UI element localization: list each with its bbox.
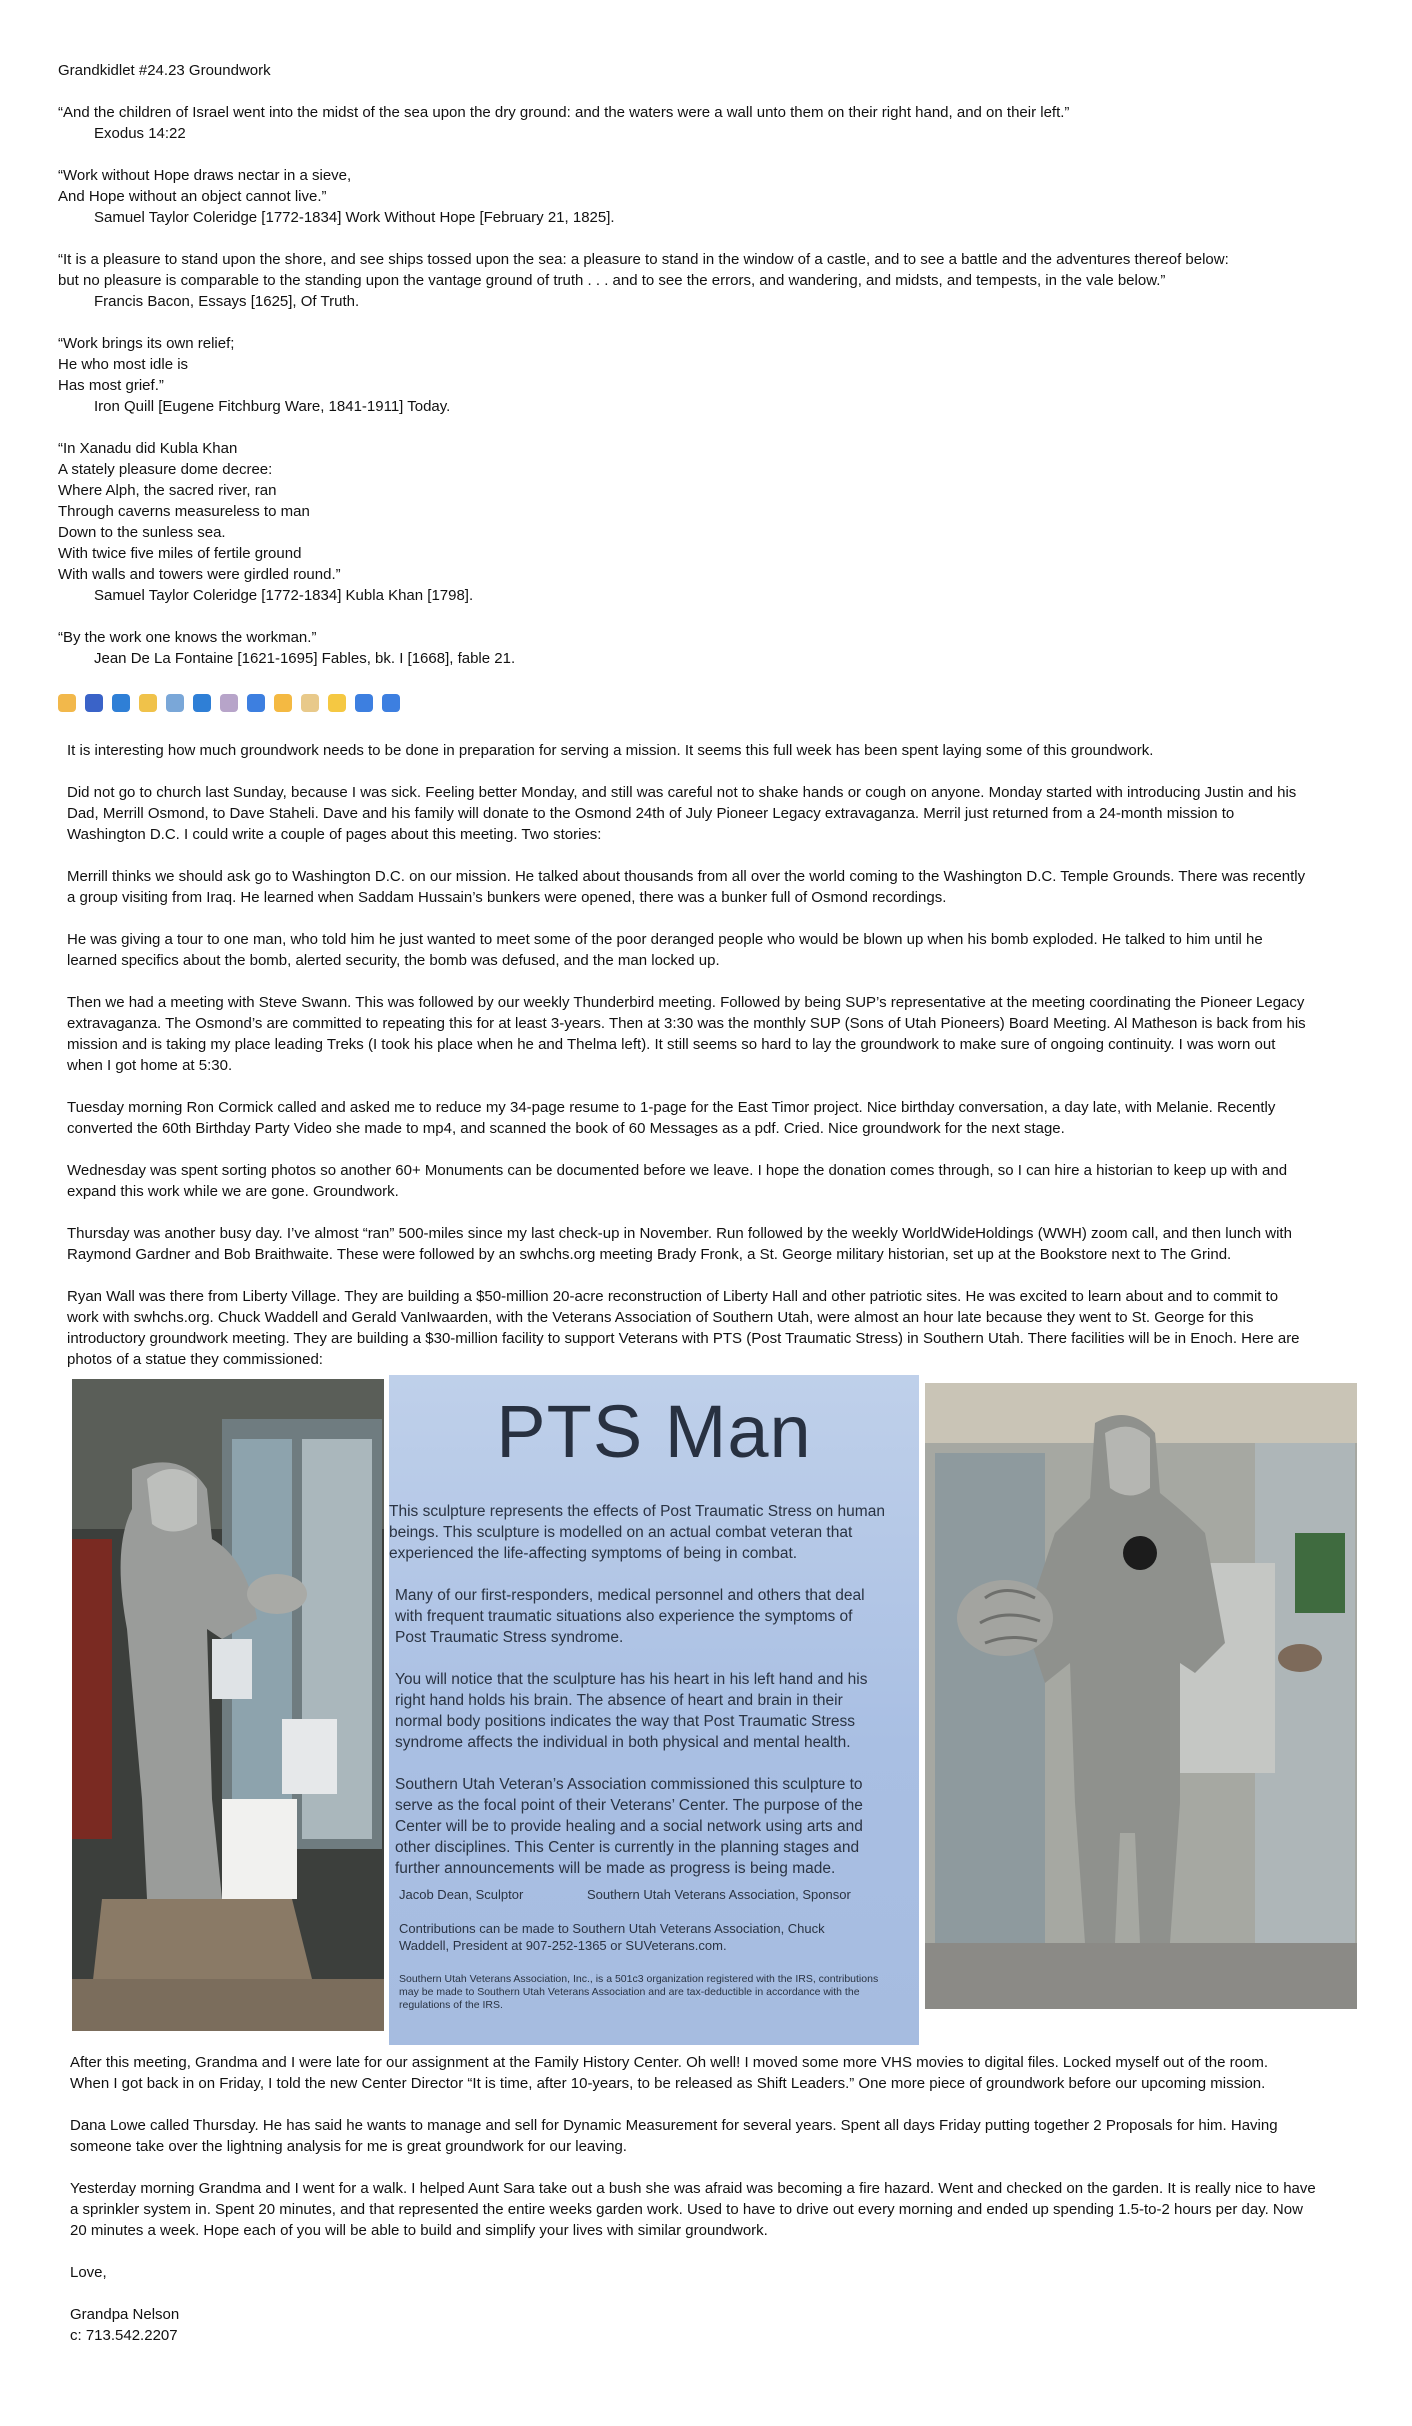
body-paragraph-line: a group visiting from Iraq. He learned when Saddam Hussain’s bunkers were opened, there was a bunker full of Osmond recordings. xyxy=(67,889,947,906)
closing-salutation: Love, xyxy=(70,2264,107,2281)
sign-line: beings. This sculpture is modelled on an actual combat veteran that xyxy=(389,1524,853,1541)
sign-legal-line: may be made to Southern Utah Veterans Association and are tax-deductible in accordance with the xyxy=(399,1986,860,1998)
statue-photo-left xyxy=(72,1379,384,2031)
quote-line: “Work brings its own relief; xyxy=(58,335,235,352)
body-paragraph-line: introductory groundwork meeting. They are building a $30-million facility to support Veterans with PTS (Post Traumatic Stress) in Southern Utah. There facilities will be in Enoch. Here are xyxy=(67,1330,1300,1347)
quote-line: With walls and towers were girdled round.” xyxy=(58,566,341,583)
quote-attribution: Samuel Taylor Coleridge [1772-1834] Work Without Hope [February 21, 1825]. xyxy=(94,209,615,226)
document-title: Grandkidlet #24.23 Groundwork xyxy=(58,62,271,79)
closing-paragraph xyxy=(70,2115,1360,2157)
quote-block xyxy=(58,249,1378,333)
closing-paragraph-line: Dana Lowe called Thursday. He has said he wants to manage and sell for Dynamic Measurement for several years. Spent all days Friday putting together 2 Proposals for him. Having xyxy=(70,2117,1278,2134)
body-paragraph-line: Wednesday was spent sorting photos so another 60+ Monuments can be documented before we leave. I hope the donation comes through, so I can hire a historian to keep up with and xyxy=(67,1162,1288,1179)
sign-contribution-line: Contributions can be made to Southern Utah Veterans Association, Chuck xyxy=(399,1921,825,1936)
quote-attribution: Jean De La Fontaine [1621-1695] Fables, bk. I [1668], fable 21. xyxy=(94,650,516,667)
wave-icon xyxy=(112,694,130,712)
body-paragraph xyxy=(67,992,1357,1076)
sign-line: Southern Utah Veteran’s Association commissioned this sculpture to xyxy=(395,1776,863,1793)
sign-paragraph xyxy=(389,1669,883,1753)
sign-line: serve as the focal point of their Veterans’ Center. The purpose of the xyxy=(395,1797,863,1814)
emoji-row xyxy=(58,692,1378,714)
closing-paragraph-line: After this meeting, Grandma and I were late for our assignment at the Family History Center. Oh well! I moved some more VHS movies to digital files. Locked myself out of the room. xyxy=(70,2054,1269,2071)
body-paragraph-line: Merrill thinks we should ask go to Washington D.C. on our mission. He talked about thousands from all over the world coming to the Washington D.C. Temple Grounds. There was recently xyxy=(67,868,1306,885)
pts-man-sign xyxy=(389,1375,919,2045)
closing-paragraph-line: a sprinkler system in. Spent 20 minutes, and that represented the entire weeks garden work. Used to have to drive out every morning and ended up spending 1.5-to-2 hours per day. Now xyxy=(70,2201,1303,2218)
quote-line: With twice five miles of fertile ground xyxy=(58,545,302,562)
sign-line: Many of our first-responders, medical personnel and others that deal xyxy=(395,1587,865,1604)
sign-sponsor: Southern Utah Veterans Association, Sponsor xyxy=(587,1887,851,1902)
sign-line: other disciplines. This Center is currently in the planning stages and xyxy=(395,1839,860,1856)
sign-line: further announcements will be made as progress is being made. xyxy=(395,1860,836,1877)
quote-line: Where Alph, the sacred river, ran xyxy=(58,482,277,499)
closing-paragraph xyxy=(70,2052,1360,2094)
body-paragraph-line: photos of a statue they commissioned: xyxy=(67,1351,323,1368)
body-paragraph-line: Thursday was another busy day. I’ve almost “ran” 500-miles since my last check-up in November. Run followed by the weekly WorldWideHoldings (WWH) zoom call, and then lunch with xyxy=(67,1225,1292,1242)
letter-closing-section xyxy=(70,2052,1360,2346)
quote-attribution: Iron Quill [Eugene Fitchburg Ware, 1841-1911] Today. xyxy=(94,398,451,415)
sign-paragraph xyxy=(389,1585,883,1648)
quote-line: “By the work one knows the workman.” xyxy=(58,629,317,646)
number-five-icon xyxy=(355,694,373,712)
body-paragraph-line: Then we had a meeting with Steve Swann. This was followed by our weekly Thunderbird meeting. Followed by being SUP’s representative at the meeting coordinating the Pioneer Legacy xyxy=(67,994,1305,1011)
sign-line: experienced the life-affecting symptoms of being in combat. xyxy=(389,1545,798,1562)
ship-icon xyxy=(166,694,184,712)
closing-paragraph xyxy=(70,2178,1360,2241)
body-paragraph xyxy=(67,866,1357,908)
israel-flag-icon xyxy=(85,694,103,712)
sign-paragraph xyxy=(389,1501,883,1564)
smiling-face-icon xyxy=(274,694,292,712)
body-paragraph xyxy=(67,1160,1357,1202)
quote-block xyxy=(58,333,1378,438)
sign-line: syndrome affects the individual in both physical and mental health. xyxy=(395,1734,851,1751)
quote-line: Has most grief.” xyxy=(58,377,164,394)
quote-block xyxy=(58,438,1378,627)
phone-number: c: 713.542.2207 xyxy=(70,2327,178,2344)
closing-paragraph-line: Yesterday morning Grandma and I went for a walk. I helped Aunt Sara take out a bush she was afraid was becoming a fire hazard. Went and checked on the garden. It is really nice to have xyxy=(70,2180,1316,2197)
hand-icon xyxy=(139,694,157,712)
body-paragraph-line: learned specifics about the bomb, alerted security, the bomb was defused, and the man locked up. xyxy=(67,952,720,969)
closing-paragraph-line: 20 minutes a week. Hope each of you will be able to build and simplify your lives with similar groundwork. xyxy=(70,2222,768,2239)
quote-line: And Hope without an object cannot live.” xyxy=(58,188,327,205)
body-paragraph-line: Dad, Merrill Osmond, to Dave Staheli. Dave and his family will donate to the Osmond 24th of July Pioneer Legacy extravaganza. Merril just returned from a 24-month mission to xyxy=(67,805,1235,822)
quote-line: “In Xanadu did Kubla Khan xyxy=(58,440,238,457)
body-paragraph xyxy=(67,1223,1357,1265)
scroll-icon xyxy=(301,694,319,712)
sign-line: Post Traumatic Stress syndrome. xyxy=(395,1629,624,1646)
quote-line: Through caverns measureless to man xyxy=(58,503,310,520)
sign-contributions xyxy=(399,1920,909,1954)
quote-line: He who most idle is xyxy=(58,356,189,373)
body-paragraph-line: It is interesting how much groundwork needs to be done in preparation for serving a mission. It seems this full week has been spent laying some of this groundwork. xyxy=(67,742,1154,759)
closing-paragraph-line: someone take over the lightning analysis for me is great groundwork for our leaving. xyxy=(70,2138,627,2155)
sign-title: PTS Man xyxy=(496,1390,812,1473)
quote-block xyxy=(58,627,1378,690)
quote-line: “And the children of Israel went into the midst of the sea upon the dry ground: and the waters were a wall unto them on their right hand, and on their left.” xyxy=(58,104,1070,121)
signature: Grandpa Nelson xyxy=(70,2306,180,2323)
body-paragraph-line: mission and is taking my place leading Treks (I took his place when he and Thelma left). It still seems so hard to lay the groundwork to make sure of ongoing continuity. I was worn out xyxy=(67,1036,1276,1053)
castle-icon xyxy=(220,694,238,712)
statue-photos xyxy=(72,1375,1362,2045)
quote-line: but no pleasure is comparable to the standing upon the vantage ground of truth . . . and to see the errors, and wandering, and midsts, and tempests, in the vale below.” xyxy=(58,272,1166,289)
body-paragraph-line: Ryan Wall was there from Liberty Village. They are building a $50-million 20-acre reconstruction of Liberty Hall and other patriotic sites. He was excited to learn about and to commit to xyxy=(67,1288,1279,1305)
sign-line: Center will be to provide healing and a social network using arts and xyxy=(395,1818,863,1835)
quote-line: A stately pleasure dome decree: xyxy=(58,461,273,478)
body-paragraph-line: Raymond Gardner and Bob Braithwaite. These were followed by an swhchs.org meeting Brady Fronk, a St. George military historian, set up at the Bookstore next to The Grind. xyxy=(67,1246,1232,1263)
sign-paragraph xyxy=(389,1774,883,1879)
sign-credits xyxy=(399,1887,899,1902)
sign-legal xyxy=(399,1973,914,2012)
sign-legal-line: Southern Utah Veterans Association, Inc., is a 501c3 organization registered with the IRS, contributions xyxy=(399,1973,879,1985)
lightbulb-icon xyxy=(328,694,346,712)
quotes-list xyxy=(58,102,1378,690)
header-section xyxy=(58,60,1378,714)
body-paragraph xyxy=(67,1286,1357,1370)
sign-line: You will notice that the sculpture has his heart in his left hand and his xyxy=(395,1671,868,1688)
letter-body xyxy=(67,740,1357,1391)
quote-attribution: Samuel Taylor Coleridge [1772-1834] Kubla Khan [1798]. xyxy=(94,587,474,604)
quote-attribution: Francis Bacon, Essays [1625], Of Truth. xyxy=(94,293,360,310)
sign-body xyxy=(389,1501,909,1900)
body-paragraph xyxy=(67,782,1357,845)
wave-icon xyxy=(193,694,211,712)
quote-block xyxy=(58,165,1378,249)
statue-right-image xyxy=(925,1383,1357,2009)
signature-block xyxy=(70,2304,1360,2346)
quote-line: “It is a pleasure to stand upon the shore, and see ships tossed upon the sea: a pleasure to stand in the window of a castle, and to see a battle and the adventures thereof below: xyxy=(58,251,1229,268)
body-paragraph xyxy=(67,1097,1357,1139)
down-arrow-icon xyxy=(247,694,265,712)
body-paragraph-line: when I got home at 5:30. xyxy=(67,1057,233,1074)
body-paragraph xyxy=(67,740,1357,761)
body-paragraph-line: Tuesday morning Ron Cormick called and asked me to reduce my 34-page resume to 1-page for the East Timor project. Nice birthday conversation, a day late, with Melanie. Recently xyxy=(67,1099,1276,1116)
sign-line: with frequent traumatic situations also experience the symptoms of xyxy=(395,1608,853,1625)
sign-line: right hand holds his brain. The absence of heart and brain in their xyxy=(395,1692,843,1709)
body-paragraph-line: Washington D.C. I could write a couple of pages about this meeting. Two stories: xyxy=(67,826,602,843)
body-paragraph-line: work with swhchs.org. Chuck Waddell and Gerald VanIwaarden, with the Veterans Association of Southern Utah, were almost an hour late because they went to St. George for this xyxy=(67,1309,1254,1326)
body-paragraph-line: extravaganza. The Osmond’s are committed to repeating this for at least 3-years. Then at 3:30 was the monthly SUP (Sons of Utah Pioneers) Board Meeting. Al Matheson is back from his xyxy=(67,1015,1306,1032)
quote-line: “Work without Hope draws nectar in a sieve, xyxy=(58,167,352,184)
statue-photo-right xyxy=(925,1383,1357,2009)
body-paragraph-line: expand this work while we are gone. Groundwork. xyxy=(67,1183,399,1200)
body-paragraph-line: converted the 60th Birthday Party Video she made to mp4, and scanned the book of 60 Messages as a pdf. Cried. Nice groundwork for the next stage. xyxy=(67,1120,1065,1137)
quote-line: Down to the sunless sea. xyxy=(58,524,226,541)
body-paragraph-line: He was giving a tour to one man, who told him he just wanted to meet some of the poor deranged people who would be blown up when his bomb exploded. He talked to him until he xyxy=(67,931,1263,948)
closing-paragraph-line: When I got back in on Friday, I told the new Center Director “It is time, after 10-years, to be released as Shift Leaders.” One more piece of groundwork before our upcoming mission. xyxy=(70,2075,1266,2092)
body-paragraph xyxy=(67,929,1357,971)
sign-sculptor: Jacob Dean, Sculptor xyxy=(399,1887,524,1902)
closing-salutation-block xyxy=(70,2262,1360,2283)
child-icon xyxy=(58,694,76,712)
quote-attribution: Exodus 14:22 xyxy=(94,125,186,142)
body-paragraph-line: Did not go to church last Sunday, because I was sick. Feeling better Monday, and still was careful not to shake hands or cough on anyone. Monday started with introducing Justin and his xyxy=(67,784,1297,801)
sign-legal-line: regulations of the IRS. xyxy=(399,1999,503,2011)
sign-contribution-line: Waddell, President at 907-252-1365 or SUVeterans.com. xyxy=(399,1938,727,1953)
quote-block xyxy=(58,102,1378,165)
sign-line: This sculpture represents the effects of Post Traumatic Stress on human xyxy=(389,1503,885,1520)
sign-line: normal body positions indicates the way that Post Traumatic Stress xyxy=(395,1713,856,1730)
number-one-icon xyxy=(382,694,400,712)
statue-left-image xyxy=(72,1379,384,2031)
